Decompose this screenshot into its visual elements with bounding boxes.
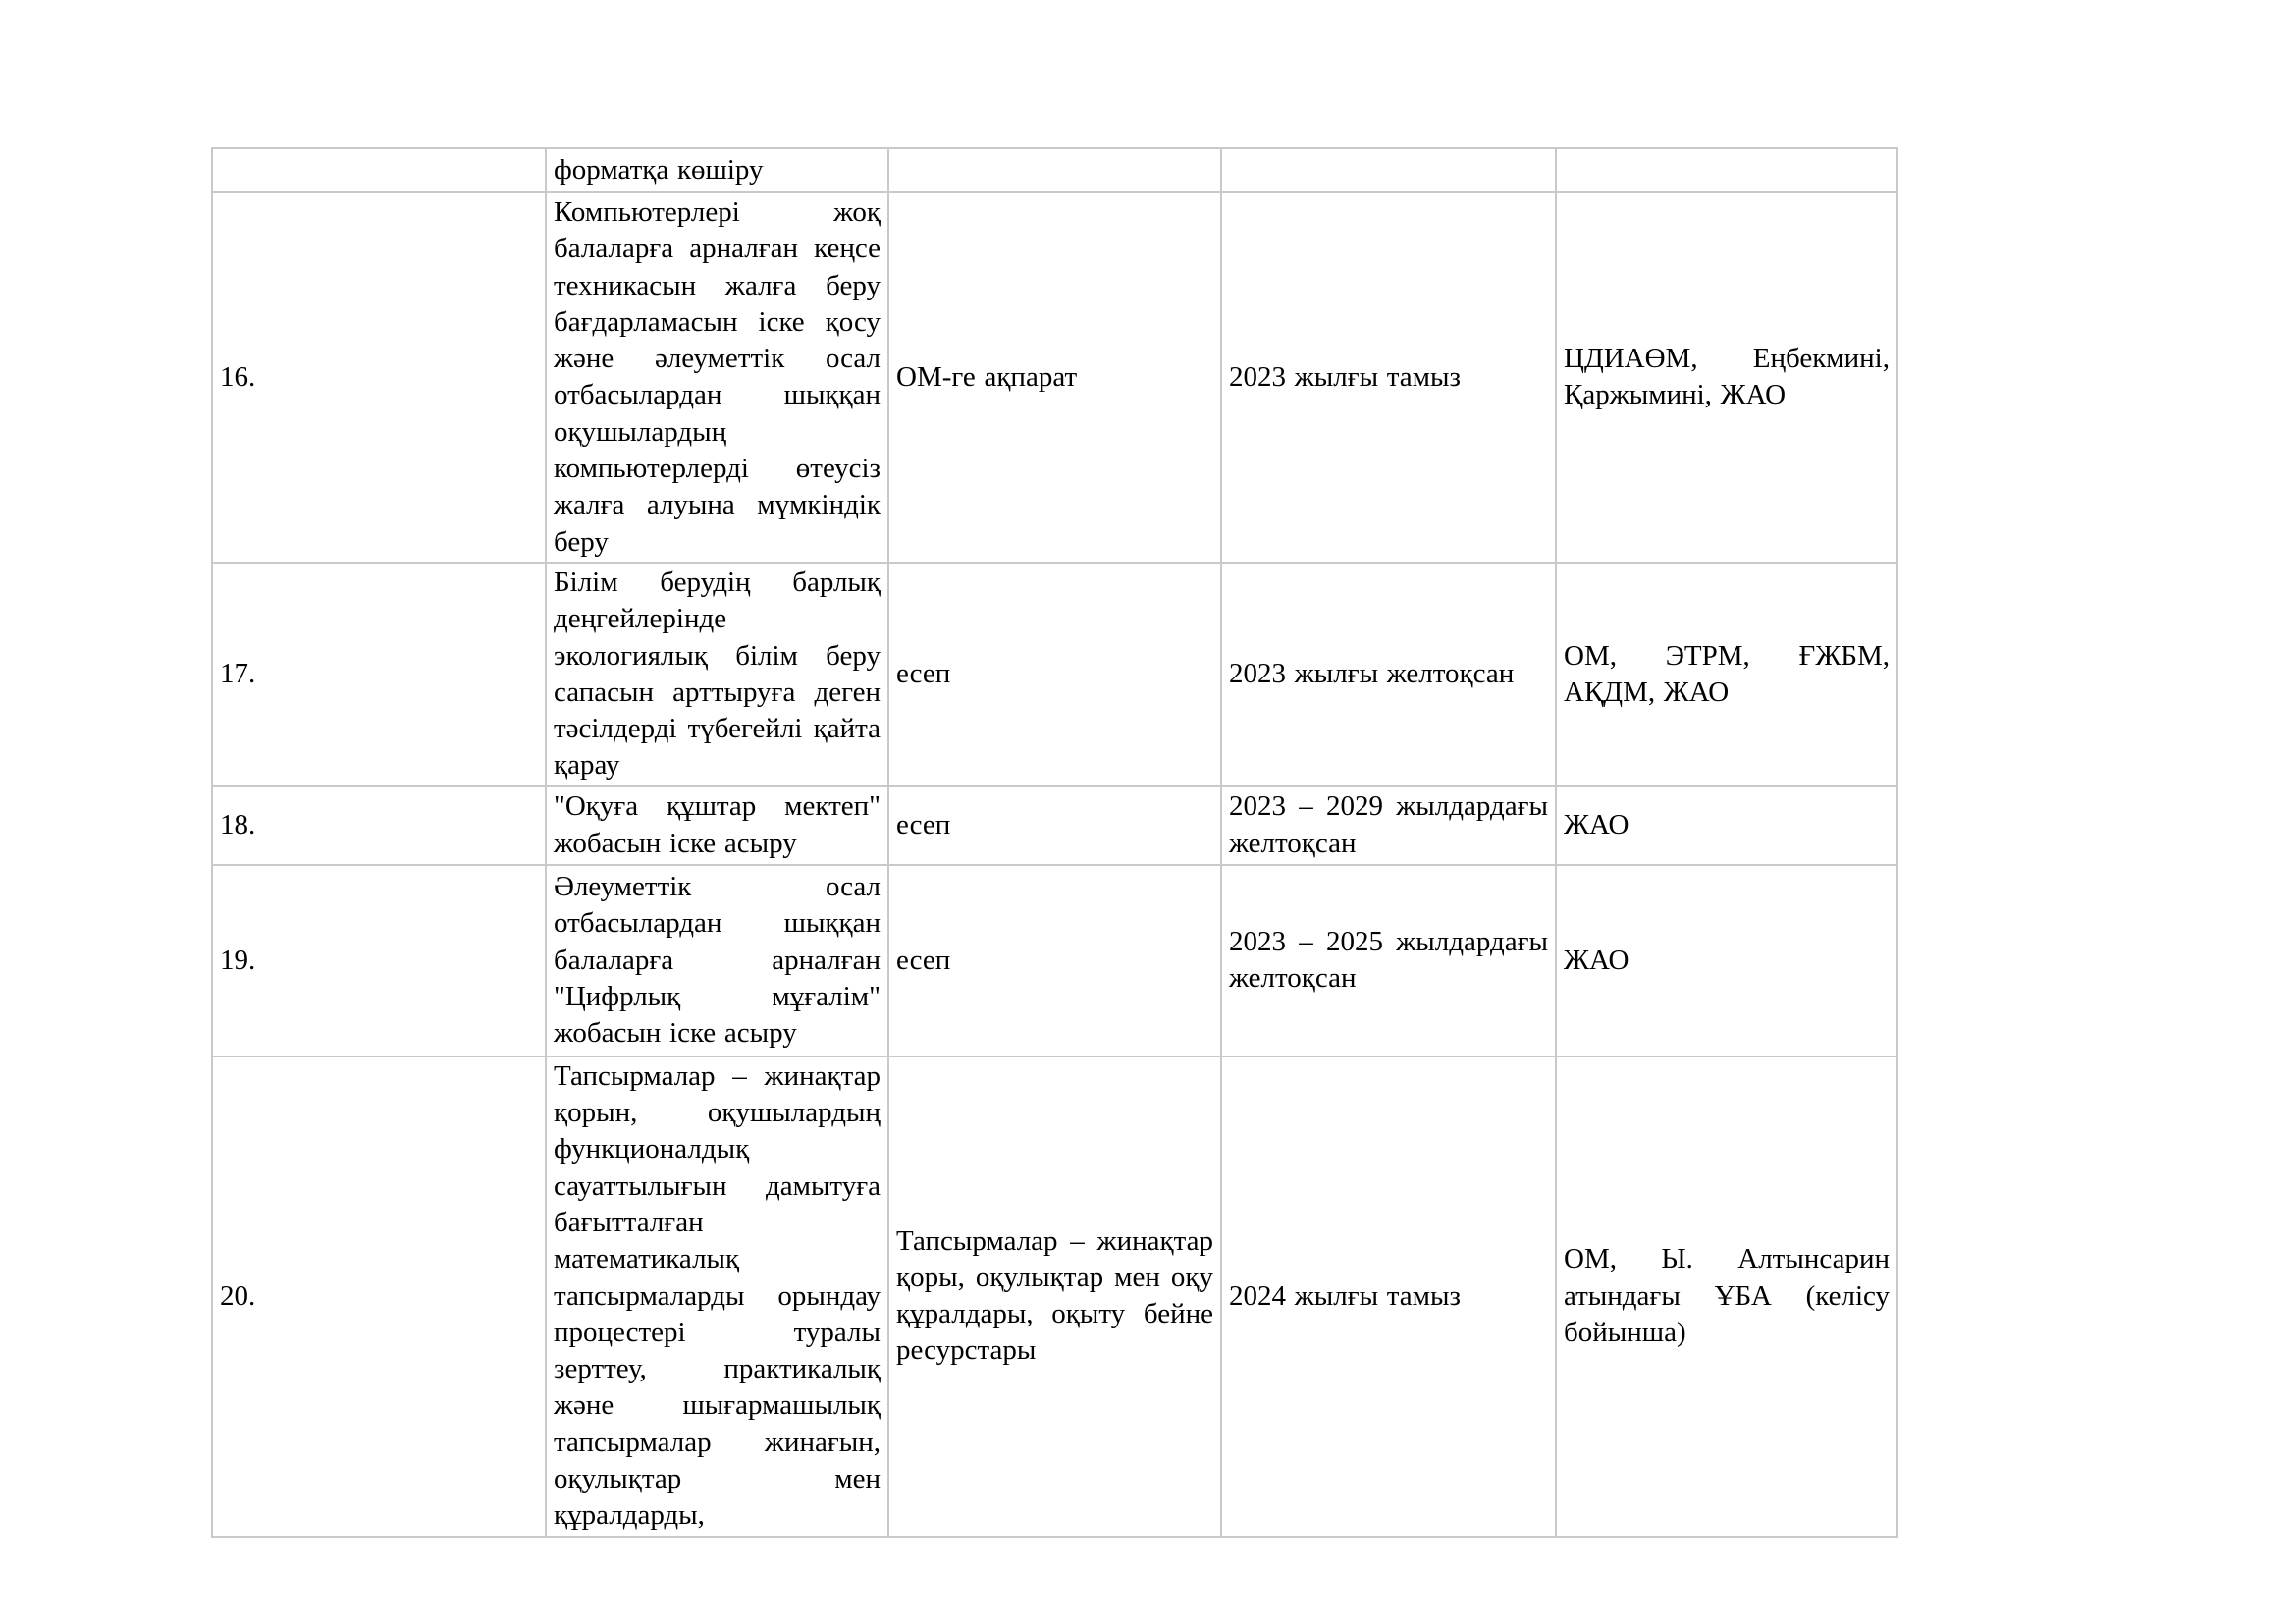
responsible-text: ОМ, ЭТРМ, ҒЖБМ, АҚДМ, ЖАО xyxy=(1564,639,1890,708)
cell-responsible xyxy=(1556,192,1897,563)
deadline-text: 2023 – 2025 жылдардағы желтоқсан xyxy=(1229,925,1548,995)
table-row-20 xyxy=(212,1056,1897,1537)
action-text: Білім берудің барлық деңгейлерінде экологиялық білім беру сапасын арттыруға деген тәсілдерді түбегейлі қайта қарау xyxy=(554,566,881,782)
cell-action xyxy=(546,786,888,865)
cell-deadline xyxy=(1221,865,1556,1056)
responsible-text: ЦДИАӨМ, Еңбекмині, Қаржымині, ЖАО xyxy=(1564,343,1890,411)
responsible-text: ЖАО xyxy=(1564,809,1629,841)
completion-form-text: есеп xyxy=(896,809,951,841)
action-text: Компьютерлері жоқ балаларға арналған кеңсе техникасын жалға беру бағдарламасын іске қосу және әлеуметтік осал отбасылардан шыққан оқушылардың компьютерлерді өтеусіз жалға алуына мүмкіндік беру xyxy=(554,196,881,558)
cell-action xyxy=(546,148,888,192)
responsible-text: ЖАО xyxy=(1564,944,1629,976)
row-number-text: 20. xyxy=(220,1279,256,1312)
deadline-text: 2023 жылғы желтоқсан xyxy=(1229,658,1515,690)
cell-completion-form xyxy=(888,865,1221,1056)
cell-action xyxy=(546,1056,888,1537)
action-text: Әлеуметтік осал отбасылардан шыққан балаларға арналған "Цифрлық мұғалім" жобасын іске асыру xyxy=(554,871,881,1050)
cell-completion-form xyxy=(888,148,1221,192)
cell-row-number xyxy=(212,563,546,786)
completion-form-text: ОМ-ге ақпарат xyxy=(896,360,1078,393)
cell-responsible xyxy=(1556,786,1897,865)
row-number-text: 19. xyxy=(220,944,256,976)
deadline-text: 2024 жылғы тамыз xyxy=(1229,1279,1461,1312)
cell-completion-form xyxy=(888,192,1221,563)
completion-form-text: есеп xyxy=(896,944,951,976)
cell-action xyxy=(546,192,888,563)
cell-action xyxy=(546,865,888,1056)
cell-deadline xyxy=(1221,148,1556,192)
cell-completion-form xyxy=(888,1056,1221,1537)
action-plan-table xyxy=(211,147,1898,1538)
cell-deadline xyxy=(1221,1056,1556,1537)
completion-form-text: есеп xyxy=(896,658,951,690)
cell-completion-form xyxy=(888,563,1221,786)
completion-form-text: Тапсырмалар – жинақтар қоры, оқулықтар мен оқу құралдары, оқыту бейне ресурстары xyxy=(896,1224,1213,1367)
cell-row-number xyxy=(212,148,546,192)
cell-row-number xyxy=(212,786,546,865)
cell-action xyxy=(546,563,888,786)
row-number-text: 18. xyxy=(220,809,256,841)
responsible-text: ОМ, Ы. Алтынсарин атындағы ҰБА (келісу бойынша) xyxy=(1564,1243,1890,1348)
cell-responsible xyxy=(1556,563,1897,786)
table-row-18 xyxy=(212,786,1897,865)
cell-deadline xyxy=(1221,563,1556,786)
action-text: "Оқуға құштар мектеп" жобасын іске асыру xyxy=(554,790,881,859)
deadline-text: 2023 – 2029 жылдардағы желтоқсан xyxy=(1229,790,1548,859)
row-number-text: 16. xyxy=(220,360,256,393)
deadline-text: 2023 жылғы тамыз xyxy=(1229,360,1461,393)
action-text: форматқа көшіру xyxy=(554,153,764,186)
cell-deadline xyxy=(1221,192,1556,563)
action-text: Тапсырмалар – жинақтар қорын, оқушылардың функционалдық сауаттылығын дамытуға бағытталған математикалық тапсырмаларды орындау процестері туралы зерттеу, практикалық және шығармашылық тапсырмалар жинағын, оқулықтар мен құралдарды, xyxy=(554,1059,881,1532)
row-number-text: 17. xyxy=(220,658,256,690)
cell-row-number xyxy=(212,1056,546,1537)
cell-responsible xyxy=(1556,865,1897,1056)
cell-responsible xyxy=(1556,148,1897,192)
cell-row-number xyxy=(212,192,546,563)
table-row-continuation xyxy=(212,148,1897,192)
cell-completion-form xyxy=(888,786,1221,865)
table-row-17 xyxy=(212,563,1897,786)
table-row-16 xyxy=(212,192,1897,563)
cell-responsible xyxy=(1556,1056,1897,1537)
table-row-19 xyxy=(212,865,1897,1056)
cell-row-number xyxy=(212,865,546,1056)
cell-deadline xyxy=(1221,786,1556,865)
